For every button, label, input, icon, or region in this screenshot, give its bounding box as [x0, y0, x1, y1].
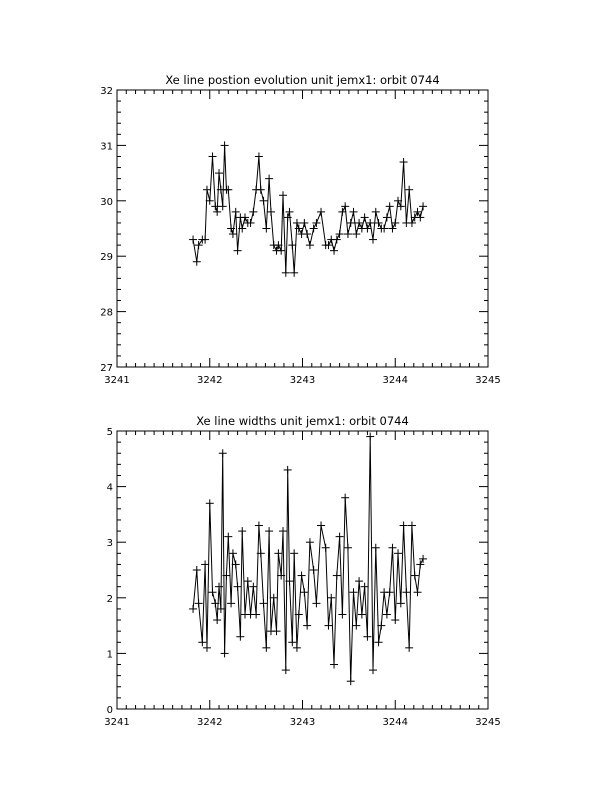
data-point	[293, 644, 301, 652]
data-point	[255, 522, 263, 530]
data-point	[336, 533, 344, 541]
data-point	[333, 572, 341, 580]
data-point	[262, 644, 270, 652]
data-point	[260, 197, 268, 205]
data-point	[224, 533, 232, 541]
x-tick-label: 3241	[104, 375, 130, 386]
data-point	[209, 588, 217, 596]
data-point	[310, 566, 318, 574]
data-point	[300, 219, 308, 227]
x-tick-label: 3242	[197, 375, 223, 386]
data-point	[252, 610, 260, 618]
y-tick-label: 28	[100, 307, 113, 319]
data-point	[324, 622, 332, 630]
data-point	[303, 230, 311, 238]
x-tick-label: 3244	[382, 375, 408, 386]
x-tick-label: 3245	[475, 375, 501, 386]
data-point	[265, 527, 273, 535]
data-point	[405, 186, 413, 194]
data-point	[203, 186, 211, 194]
data-point	[286, 208, 294, 216]
data-point	[195, 599, 203, 607]
data-point	[361, 583, 369, 591]
data-point	[300, 588, 308, 596]
data-point	[363, 633, 371, 641]
data-point	[219, 449, 227, 457]
data-point	[306, 538, 314, 546]
data-point	[350, 208, 358, 216]
data-point	[312, 599, 320, 607]
data-point	[198, 638, 206, 646]
data-series-line	[193, 437, 423, 682]
y-tick-label: 2	[106, 593, 113, 605]
data-point	[206, 499, 214, 507]
y-tick-label: 27	[100, 363, 113, 374]
data-point	[221, 649, 229, 657]
data-point	[327, 594, 335, 602]
y-tick-label: 5	[106, 427, 113, 438]
data-point	[265, 175, 273, 183]
data-point	[203, 644, 211, 652]
data-point	[344, 544, 352, 552]
y-tick-label: 29	[100, 252, 113, 264]
data-point	[201, 560, 209, 568]
data-point	[279, 527, 287, 535]
data-point	[279, 191, 287, 199]
data-point	[394, 549, 402, 557]
data-point	[341, 494, 349, 502]
x-tick-label: 3243	[289, 375, 316, 386]
data-point	[375, 638, 383, 646]
line-widths-plot	[104, 414, 500, 728]
data-point	[262, 225, 270, 233]
x-tick-label: 3242	[197, 717, 223, 728]
data-point	[234, 247, 242, 255]
data-point	[383, 213, 391, 221]
y-tick-label: 1	[106, 649, 113, 661]
plot-title: Xe line widths unit jemx1: orbit 0744	[196, 414, 409, 428]
plot-frame	[117, 431, 488, 709]
data-point	[290, 269, 298, 277]
data-point	[215, 583, 223, 591]
data-point	[209, 152, 217, 160]
data-series-line	[193, 145, 423, 272]
data-point	[372, 208, 380, 216]
data-point	[244, 577, 252, 585]
data-point	[411, 572, 419, 580]
data-point	[293, 219, 301, 227]
data-point	[257, 186, 265, 194]
data-point	[195, 241, 203, 249]
data-point	[193, 258, 201, 266]
data-point	[213, 616, 221, 624]
data-point	[260, 599, 268, 607]
y-tick-label: 0	[106, 705, 113, 716]
y-tick-label: 4	[106, 482, 113, 494]
data-point	[355, 577, 363, 585]
data-point	[211, 202, 219, 210]
data-point	[338, 610, 346, 618]
x-tick-label: 3241	[104, 717, 130, 728]
data-point	[229, 549, 237, 557]
data-point	[402, 588, 410, 596]
data-point	[372, 544, 380, 552]
data-point	[267, 208, 275, 216]
y-tick-label: 32	[100, 86, 113, 97]
data-point	[282, 269, 290, 277]
data-point	[215, 169, 223, 177]
data-point	[273, 627, 281, 635]
data-point	[330, 661, 338, 669]
data-point	[255, 152, 263, 160]
data-point	[386, 588, 394, 596]
data-point	[229, 230, 237, 238]
data-point	[383, 610, 391, 618]
data-point	[234, 583, 242, 591]
data-point	[282, 666, 290, 674]
data-point	[369, 666, 377, 674]
y-tick-label: 30	[100, 196, 113, 208]
data-point	[290, 549, 298, 557]
data-point	[219, 202, 227, 210]
data-point	[344, 230, 352, 238]
data-point	[397, 599, 405, 607]
data-point	[358, 610, 366, 618]
data-point	[388, 544, 396, 552]
data-point	[414, 588, 422, 596]
data-point	[270, 594, 278, 602]
data-point	[419, 202, 427, 210]
data-point	[288, 638, 296, 646]
plot-title: Xe line postion evolution unit jemx1: orbit 0744	[165, 73, 440, 87]
data-point	[227, 599, 235, 607]
data-point	[249, 583, 257, 591]
data-point	[249, 208, 257, 216]
data-point	[347, 677, 355, 685]
data-point	[400, 522, 408, 530]
position-evolution-plot	[100, 73, 500, 386]
data-point	[298, 572, 306, 580]
x-tick-label: 3244	[382, 717, 408, 728]
data-point	[284, 466, 292, 474]
data-point	[189, 605, 197, 613]
data-point	[369, 236, 377, 244]
x-tick-label: 3243	[289, 717, 316, 728]
data-point	[189, 236, 197, 244]
data-point	[386, 202, 394, 210]
data-point	[317, 522, 325, 530]
data-point	[303, 622, 311, 630]
data-point	[408, 522, 416, 530]
data-point	[347, 219, 355, 227]
data-point	[352, 230, 360, 238]
x-tick-label: 3245	[475, 717, 501, 728]
data-point	[221, 141, 229, 149]
data-point	[330, 247, 338, 255]
data-point	[274, 549, 282, 557]
data-point	[317, 208, 325, 216]
data-point	[224, 186, 232, 194]
y-tick-label: 31	[100, 141, 113, 153]
data-point	[238, 527, 246, 535]
data-point	[213, 208, 221, 216]
data-point	[306, 241, 314, 249]
data-point	[322, 544, 330, 552]
data-point	[391, 616, 399, 624]
data-point	[193, 566, 201, 574]
data-point	[361, 213, 369, 221]
data-point	[400, 158, 408, 166]
data-point	[405, 644, 413, 652]
data-point	[350, 588, 358, 596]
y-tick-label: 3	[106, 538, 113, 550]
data-point	[232, 208, 240, 216]
data-point	[352, 622, 360, 630]
data-point	[236, 633, 244, 641]
